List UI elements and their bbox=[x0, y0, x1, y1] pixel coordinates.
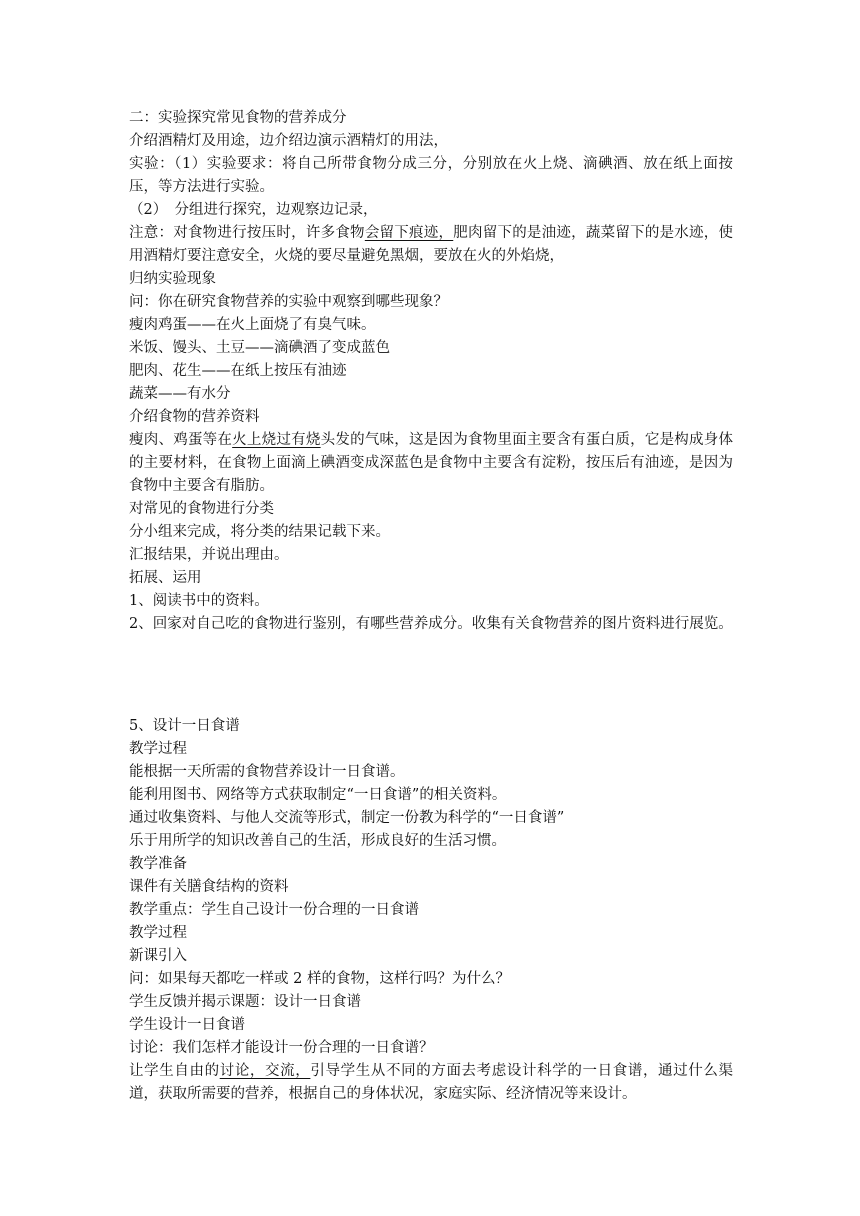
observation-3: 肥肉、花生——在纸上按压有油迹 bbox=[129, 363, 347, 379]
nutrition-underlined-text: 火上烧过有烧 bbox=[232, 432, 321, 448]
goal-3: 通过收集资料、与他人交流等形式，制定一份教为科学的“一日食谱” bbox=[129, 810, 565, 826]
free-discussion-paragraph bbox=[129, 1060, 733, 1106]
free-text-pre: 让学生自由的 bbox=[129, 1063, 220, 1079]
section-experiment bbox=[129, 107, 733, 636]
group-line: 分小组来完成，将分类的结果记载下来。 bbox=[129, 524, 390, 540]
process-heading-1: 教学过程 bbox=[129, 741, 187, 757]
nutrition-text-post: 头发的气味，这是因为食物里面主要含有蛋白质，它是构成身体的主要材料，在食物上面滴上碘酒变成深蓝色是食物中主要含有淀粉，按压后有油迹，是因为食物中主要含有脂肪。 bbox=[129, 432, 734, 494]
preparation-heading: 教学准备 bbox=[129, 856, 187, 872]
intro-heading: 新课引入 bbox=[129, 948, 187, 964]
summary-heading: 归纳实验现象 bbox=[129, 271, 216, 287]
observation-2: 米饭、馒头、土豆——滴碘酒了变成蓝色 bbox=[129, 340, 390, 356]
free-underlined-text: 讨论，交流， bbox=[219, 1063, 311, 1079]
goal-2: 能利用图书、网络等方式获取制定“一日食谱”的相关资料。 bbox=[129, 787, 507, 803]
extend-heading: 拓展、运用 bbox=[129, 570, 202, 586]
section-heading: 二：实验探究常见食物的营养成分 bbox=[129, 110, 347, 126]
feedback-line: 学生反馈并揭示课题：设计一日食谱 bbox=[129, 994, 361, 1010]
nutrition-heading: 介绍食物的营养资料 bbox=[129, 409, 260, 425]
preparation-line: 课件有关膳食结构的资料 bbox=[129, 879, 289, 895]
note-text-pre: 注意：对食物进行按压时，许多食物 bbox=[129, 225, 365, 241]
discussion-line: 讨论：我们怎样才能设计一份合理的一日食谱？ bbox=[129, 1040, 434, 1056]
question-line: 问：你在研究食物营养的实验中观察到哪些现象？ bbox=[129, 294, 448, 310]
observation-4: 蔬菜——有水分 bbox=[129, 386, 231, 402]
free-text-post: 引导学生从不同的方面去考虑设计科学的一日食谱，通过什么渠道，获取所需要的营养，根据自己的身体状况，家庭实际、经济情况等来设计。 bbox=[129, 1063, 734, 1102]
report-line: 汇报结果，并说出理由。 bbox=[129, 547, 289, 563]
question-line: 问：如果每天都吃一样或 2 样的食物，这样行吗？为什么？ bbox=[129, 971, 510, 987]
process-heading-2: 教学过程 bbox=[129, 925, 187, 941]
experiment-step-2: （2） 分组进行探究，边观察边记录， bbox=[129, 202, 378, 218]
nutrition-paragraph bbox=[129, 429, 733, 498]
goal-1: 能根据一天所需的食物营养设计一日食谱。 bbox=[129, 764, 405, 780]
classify-line: 对常见的食物进行分类 bbox=[129, 501, 274, 517]
note-underlined-text: 会留下痕迹， bbox=[364, 225, 454, 241]
design-line: 学生设计一日食谱 bbox=[129, 1017, 245, 1033]
lesson-title: 5、设计一日食谱 bbox=[129, 718, 240, 734]
intro-line: 介绍酒精灯及用途，边介绍边演示酒精灯的用法， bbox=[129, 133, 448, 149]
goal-4: 乐于用所学的知识改善自己的生活，形成良好的生活习惯。 bbox=[129, 833, 506, 849]
note-paragraph bbox=[129, 222, 733, 268]
key-point-line: 教学重点：学生自己设计一份合理的一日食谱 bbox=[129, 902, 419, 918]
extension-1: 1、阅读书中的资料。 bbox=[129, 593, 269, 609]
extension-2: 2、回家对自己吃的食物进行鉴别，有哪些营养成分。收集有关食物营养的图片资料进行展览。 bbox=[129, 616, 733, 632]
section-menu-design bbox=[129, 715, 733, 1106]
observation-1: 瘦肉鸡蛋——在火上面烧了有臭气味。 bbox=[129, 317, 376, 333]
experiment-requirement: 实验：（1）实验要求：将自己所带食物分成三分，分别放在火上烧、滴碘酒、放在纸上面按压，等方法进行实验。 bbox=[129, 156, 733, 195]
note-text-post: 肥肉留下的是油迹，蔬菜留下的是水迹，使用酒精灯要注意安全，火烧的要尽量避免黑烟，要放在火的外焰烧， bbox=[129, 225, 734, 264]
nutrition-text-pre: 瘦肉、鸡蛋等在 bbox=[129, 432, 233, 448]
